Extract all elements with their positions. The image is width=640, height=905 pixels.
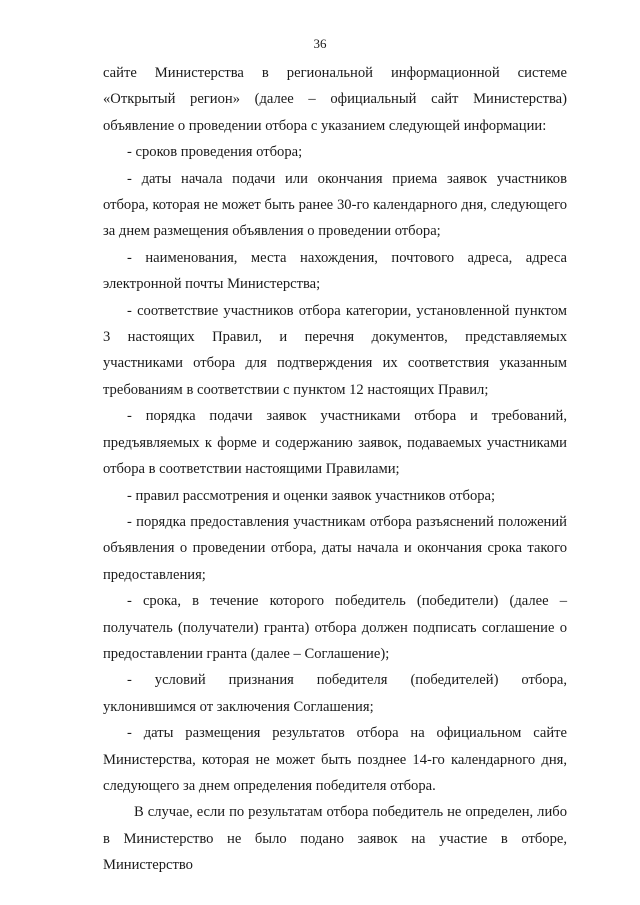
list-item-deadlines: - сроков проведения отбора; (127, 144, 303, 161)
list-item-review-rules: - правил рассмотрения и оценки заявок участников отбора; (127, 487, 496, 504)
list-item-submission-procedure: - порядка подачи заявок участниками отбора и требований, предъявляемых к форме и содержанию заявок, подаваемых участниками отбора в соответствии настоящими Правилами; (103, 408, 567, 478)
paragraph-intro: сайте Министерства в региональной информационной системе «Открытый регион» (далее – официальный сайт Министерства) объявление о проведении отбора с указанием следующей информации: (103, 65, 567, 134)
document-body (103, 60, 567, 879)
paragraph-no-winner: В случае, если по результатам отбора победитель не определен, либо в Министерство не было подано заявок на участие в отборе, Министерство (103, 804, 567, 874)
list-item-clarifications: - порядка предоставления участникам отбора разъяснений положений объявления о проведении отбора, даты начала и окончания срока такого предоставления; (103, 513, 567, 583)
list-item-evasion-conditions: - условий признания победителя (победителей) отбора, уклонившимся от заключения Соглашения; (103, 672, 567, 715)
list-item-participant-category: - соответствие участников отбора категории, установленной пунктом 3 настоящих Правил, и перечня документов, представляемых участниками отбора для подтверждения их соответствия указанным требованиям в соответствии с пунктом 12 настоящих Правил; (103, 302, 567, 398)
list-item-ministry-contacts: - наименования, места нахождения, почтового адреса, адреса электронной почты Министерства; (103, 249, 567, 293)
page-number: 36 (313, 36, 327, 51)
list-item-results-publication: - даты размещения результатов отбора на официальном сайте Министерства, которая не может быть позднее 14-го календарного дня, следующего за днем определения победителя отбора. (103, 725, 567, 794)
list-item-signing-deadline: - срока, в течение которого победитель (победители) (далее – получатель (получатели) гранта) отбора должен подписать соглашение о предоставлении гранта (далее – Соглашение); (103, 593, 567, 662)
list-item-application-dates: - даты начала подачи или окончания приема заявок участников отбора, которая не может быть ранее 30-го календарного дня, следующего за днем размещения объявления о проведении отбора; (103, 170, 567, 240)
